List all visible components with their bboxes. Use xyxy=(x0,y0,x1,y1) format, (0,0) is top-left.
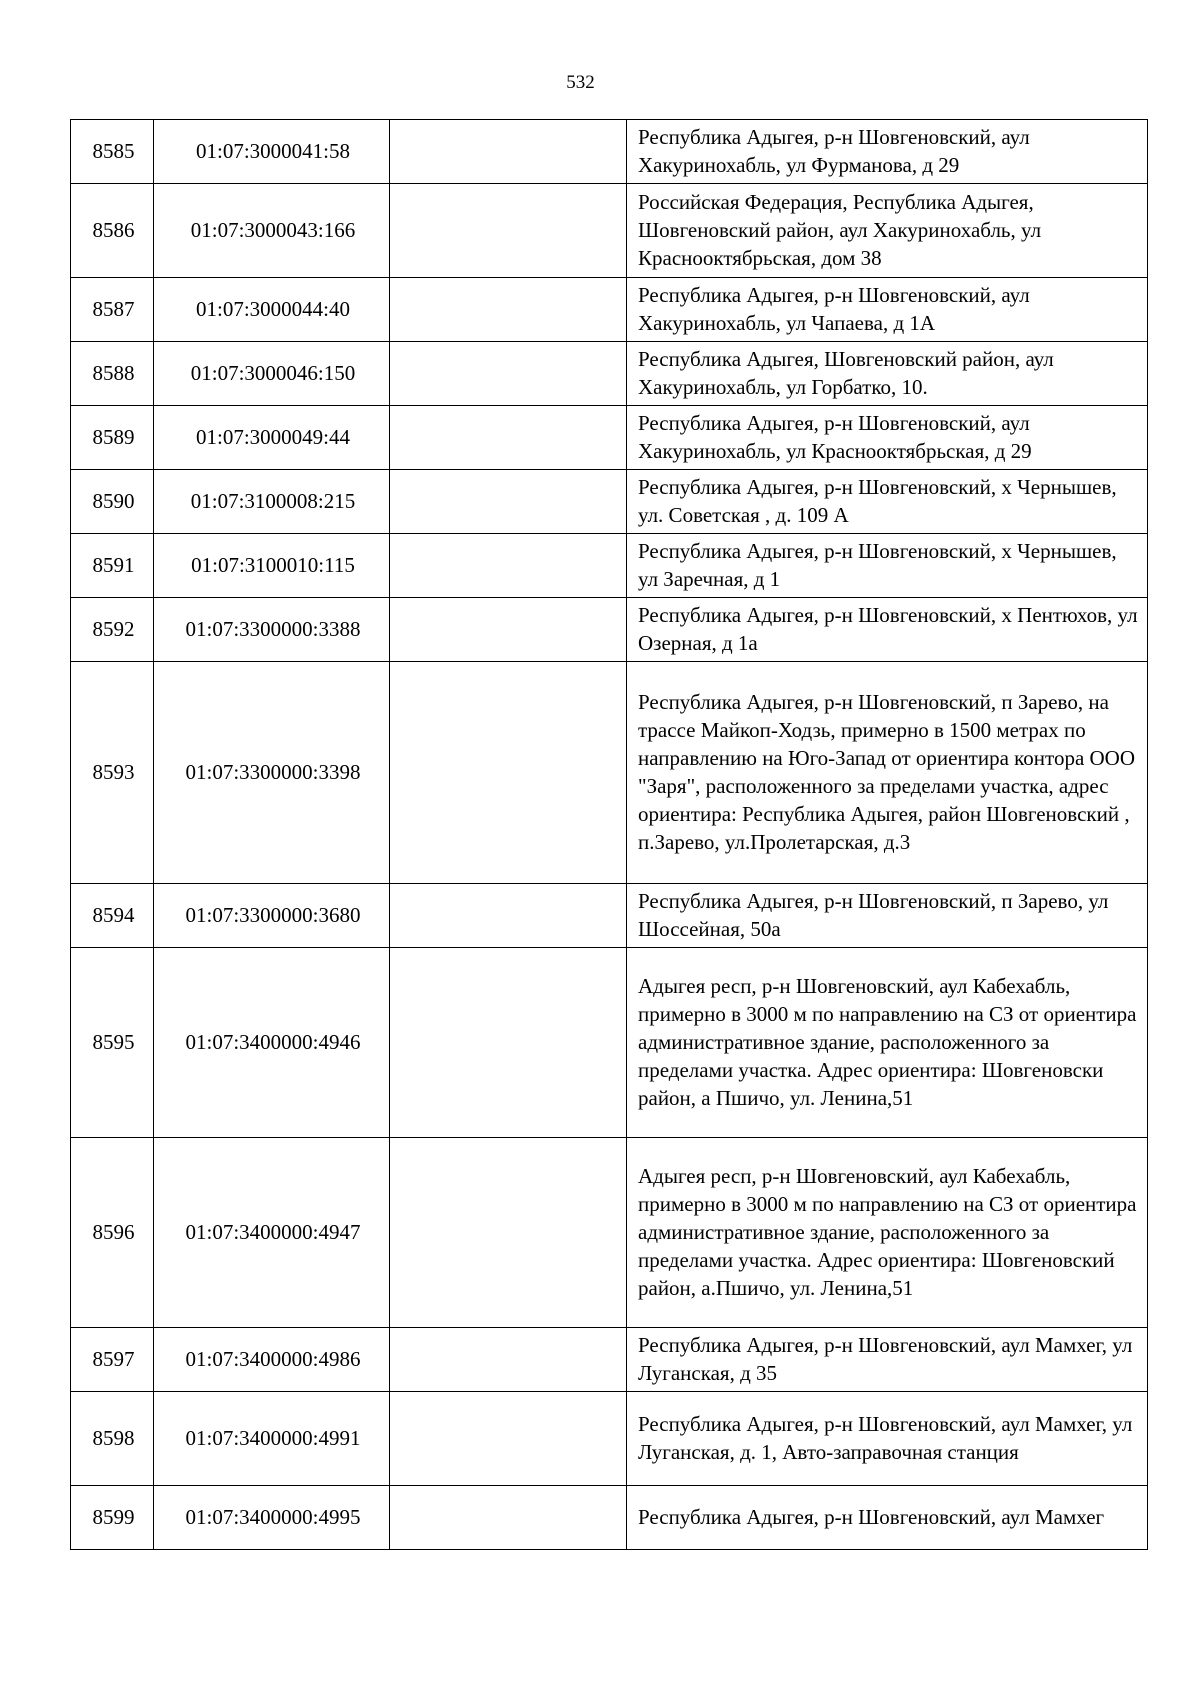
row-number-cell: 8588 xyxy=(71,342,154,406)
address-cell: Республика Адыгея, р-н Шовгеновский, п Зарево, на трассе Майкоп-Ходзь, примерно в 1500 метрах по направлению на Юго-Запад от ориентира контора ООО "Заря", расположенного за пределами участка, адрес ориентира: Республика Адыгея, район Шовгеновский , п.Зарево, ул.Пролетарская, д.3 xyxy=(627,662,1148,884)
cadastral-number-cell: 01:07:3400000:4986 xyxy=(154,1328,390,1392)
cadastral-number-cell: 01:07:3100010:115 xyxy=(154,534,390,598)
table-row xyxy=(71,884,1148,948)
address-cell: Российская Федерация, Республика Адыгея, Шовгеновский район, аул Хакуринохабль, ул Краснооктябрьская, дом 38 xyxy=(627,184,1148,278)
address-cell: Республика Адыгея, р-н Шовгеновский, аул Мамхег xyxy=(627,1486,1148,1550)
address-cell: Республика Адыгея, р-н Шовгеновский, п Зарево, ул Шоссейная, 50а xyxy=(627,884,1148,948)
cadastral-number-cell: 01:07:3300000:3398 xyxy=(154,662,390,884)
empty-cell xyxy=(390,598,627,662)
row-number-cell: 8597 xyxy=(71,1328,154,1392)
registry-table-body xyxy=(71,120,1148,1550)
empty-cell xyxy=(390,470,627,534)
address-cell: Адыгея респ, р-н Шовгеновский, аул Кабехабль, примерно в 3000 м по направлению на СЗ от ориентира административное здание, расположенного за пределами участка. Адрес ориентира: Шовгеновски район, а Пшичо, ул. Ленина,51 xyxy=(627,948,1148,1138)
row-number-cell: 8595 xyxy=(71,948,154,1138)
table-row xyxy=(71,1138,1148,1328)
row-number-cell: 8599 xyxy=(71,1486,154,1550)
table-row xyxy=(71,1392,1148,1486)
empty-cell xyxy=(390,662,627,884)
empty-cell xyxy=(390,1328,627,1392)
table-row xyxy=(71,948,1148,1138)
address-cell: Республика Адыгея, р-н Шовгеновский, аул Мамхег, ул Луганская, д 35 xyxy=(627,1328,1148,1392)
table-row xyxy=(71,184,1148,278)
row-number-cell: 8594 xyxy=(71,884,154,948)
cadastral-number-cell: 01:07:3100008:215 xyxy=(154,470,390,534)
cadastral-number-cell: 01:07:3400000:4991 xyxy=(154,1392,390,1486)
empty-cell xyxy=(390,342,627,406)
row-number-cell: 8593 xyxy=(71,662,154,884)
cadastral-number-cell: 01:07:3000046:150 xyxy=(154,342,390,406)
cadastral-number-cell: 01:07:3000044:40 xyxy=(154,278,390,342)
address-cell: Республика Адыгея, р-н Шовгеновский, х Чернышев, ул Заречная, д 1 xyxy=(627,534,1148,598)
empty-cell xyxy=(390,884,627,948)
row-number-cell: 8585 xyxy=(71,120,154,184)
address-cell: Республика Адыгея, р-н Шовгеновский, аул Хакуринохабль, ул Чапаева, д 1А xyxy=(627,278,1148,342)
address-cell: Республика Адыгея, Шовгеновский район, аул Хакуринохабль, ул Горбатко, 10. xyxy=(627,342,1148,406)
cadastral-number-cell: 01:07:3400000:4947 xyxy=(154,1138,390,1328)
cadastral-number-cell: 01:07:3300000:3388 xyxy=(154,598,390,662)
empty-cell xyxy=(390,534,627,598)
address-cell: Адыгея респ, р-н Шовгеновский, аул Кабехабль, примерно в 3000 м по направлению на СЗ от ориентира административное здание, расположенного за пределами участка. Адрес ориентира: Шовгеновский район, а.Пшичо, ул. Ленина,51 xyxy=(627,1138,1148,1328)
address-cell: Республика Адыгея, р-н Шовгеновский, аул Хакуринохабль, ул Краснооктябрьская, д 29 xyxy=(627,406,1148,470)
empty-cell xyxy=(390,184,627,278)
table-row xyxy=(71,662,1148,884)
cadastral-number-cell: 01:07:3000049:44 xyxy=(154,406,390,470)
address-cell: Республика Адыгея, р-н Шовгеновский, х Чернышев, ул. Советская , д. 109 А xyxy=(627,470,1148,534)
address-cell: Республика Адыгея, р-н Шовгеновский, х Пентюхов, ул Озерная, д 1а xyxy=(627,598,1148,662)
registry-table xyxy=(70,119,1148,1550)
row-number-cell: 8586 xyxy=(71,184,154,278)
empty-cell xyxy=(390,406,627,470)
table-row xyxy=(71,342,1148,406)
table-row xyxy=(71,470,1148,534)
empty-cell xyxy=(390,1392,627,1486)
row-number-cell: 8590 xyxy=(71,470,154,534)
empty-cell xyxy=(390,120,627,184)
table-row xyxy=(71,1486,1148,1550)
table-row xyxy=(71,406,1148,470)
cadastral-number-cell: 01:07:3000043:166 xyxy=(154,184,390,278)
row-number-cell: 8591 xyxy=(71,534,154,598)
table-row xyxy=(71,1328,1148,1392)
page-number: 532 xyxy=(566,72,595,93)
empty-cell xyxy=(390,1486,627,1550)
table-row xyxy=(71,120,1148,184)
cadastral-number-cell: 01:07:3400000:4995 xyxy=(154,1486,390,1550)
table-row xyxy=(71,534,1148,598)
empty-cell xyxy=(390,948,627,1138)
table-row xyxy=(71,598,1148,662)
address-cell: Республика Адыгея, р-н Шовгеновский, аул Хакуринохабль, ул Фурманова, д 29 xyxy=(627,120,1148,184)
address-cell: Республика Адыгея, р-н Шовгеновский, аул Мамхег, ул Луганская, д. 1, Авто-заправочная станция xyxy=(627,1392,1148,1486)
row-number-cell: 8589 xyxy=(71,406,154,470)
cadastral-number-cell: 01:07:3300000:3680 xyxy=(154,884,390,948)
empty-cell xyxy=(390,278,627,342)
cadastral-number-cell: 01:07:3000041:58 xyxy=(154,120,390,184)
table-row xyxy=(71,278,1148,342)
row-number-cell: 8592 xyxy=(71,598,154,662)
row-number-cell: 8587 xyxy=(71,278,154,342)
row-number-cell: 8596 xyxy=(71,1138,154,1328)
cadastral-number-cell: 01:07:3400000:4946 xyxy=(154,948,390,1138)
empty-cell xyxy=(390,1138,627,1328)
row-number-cell: 8598 xyxy=(71,1392,154,1486)
